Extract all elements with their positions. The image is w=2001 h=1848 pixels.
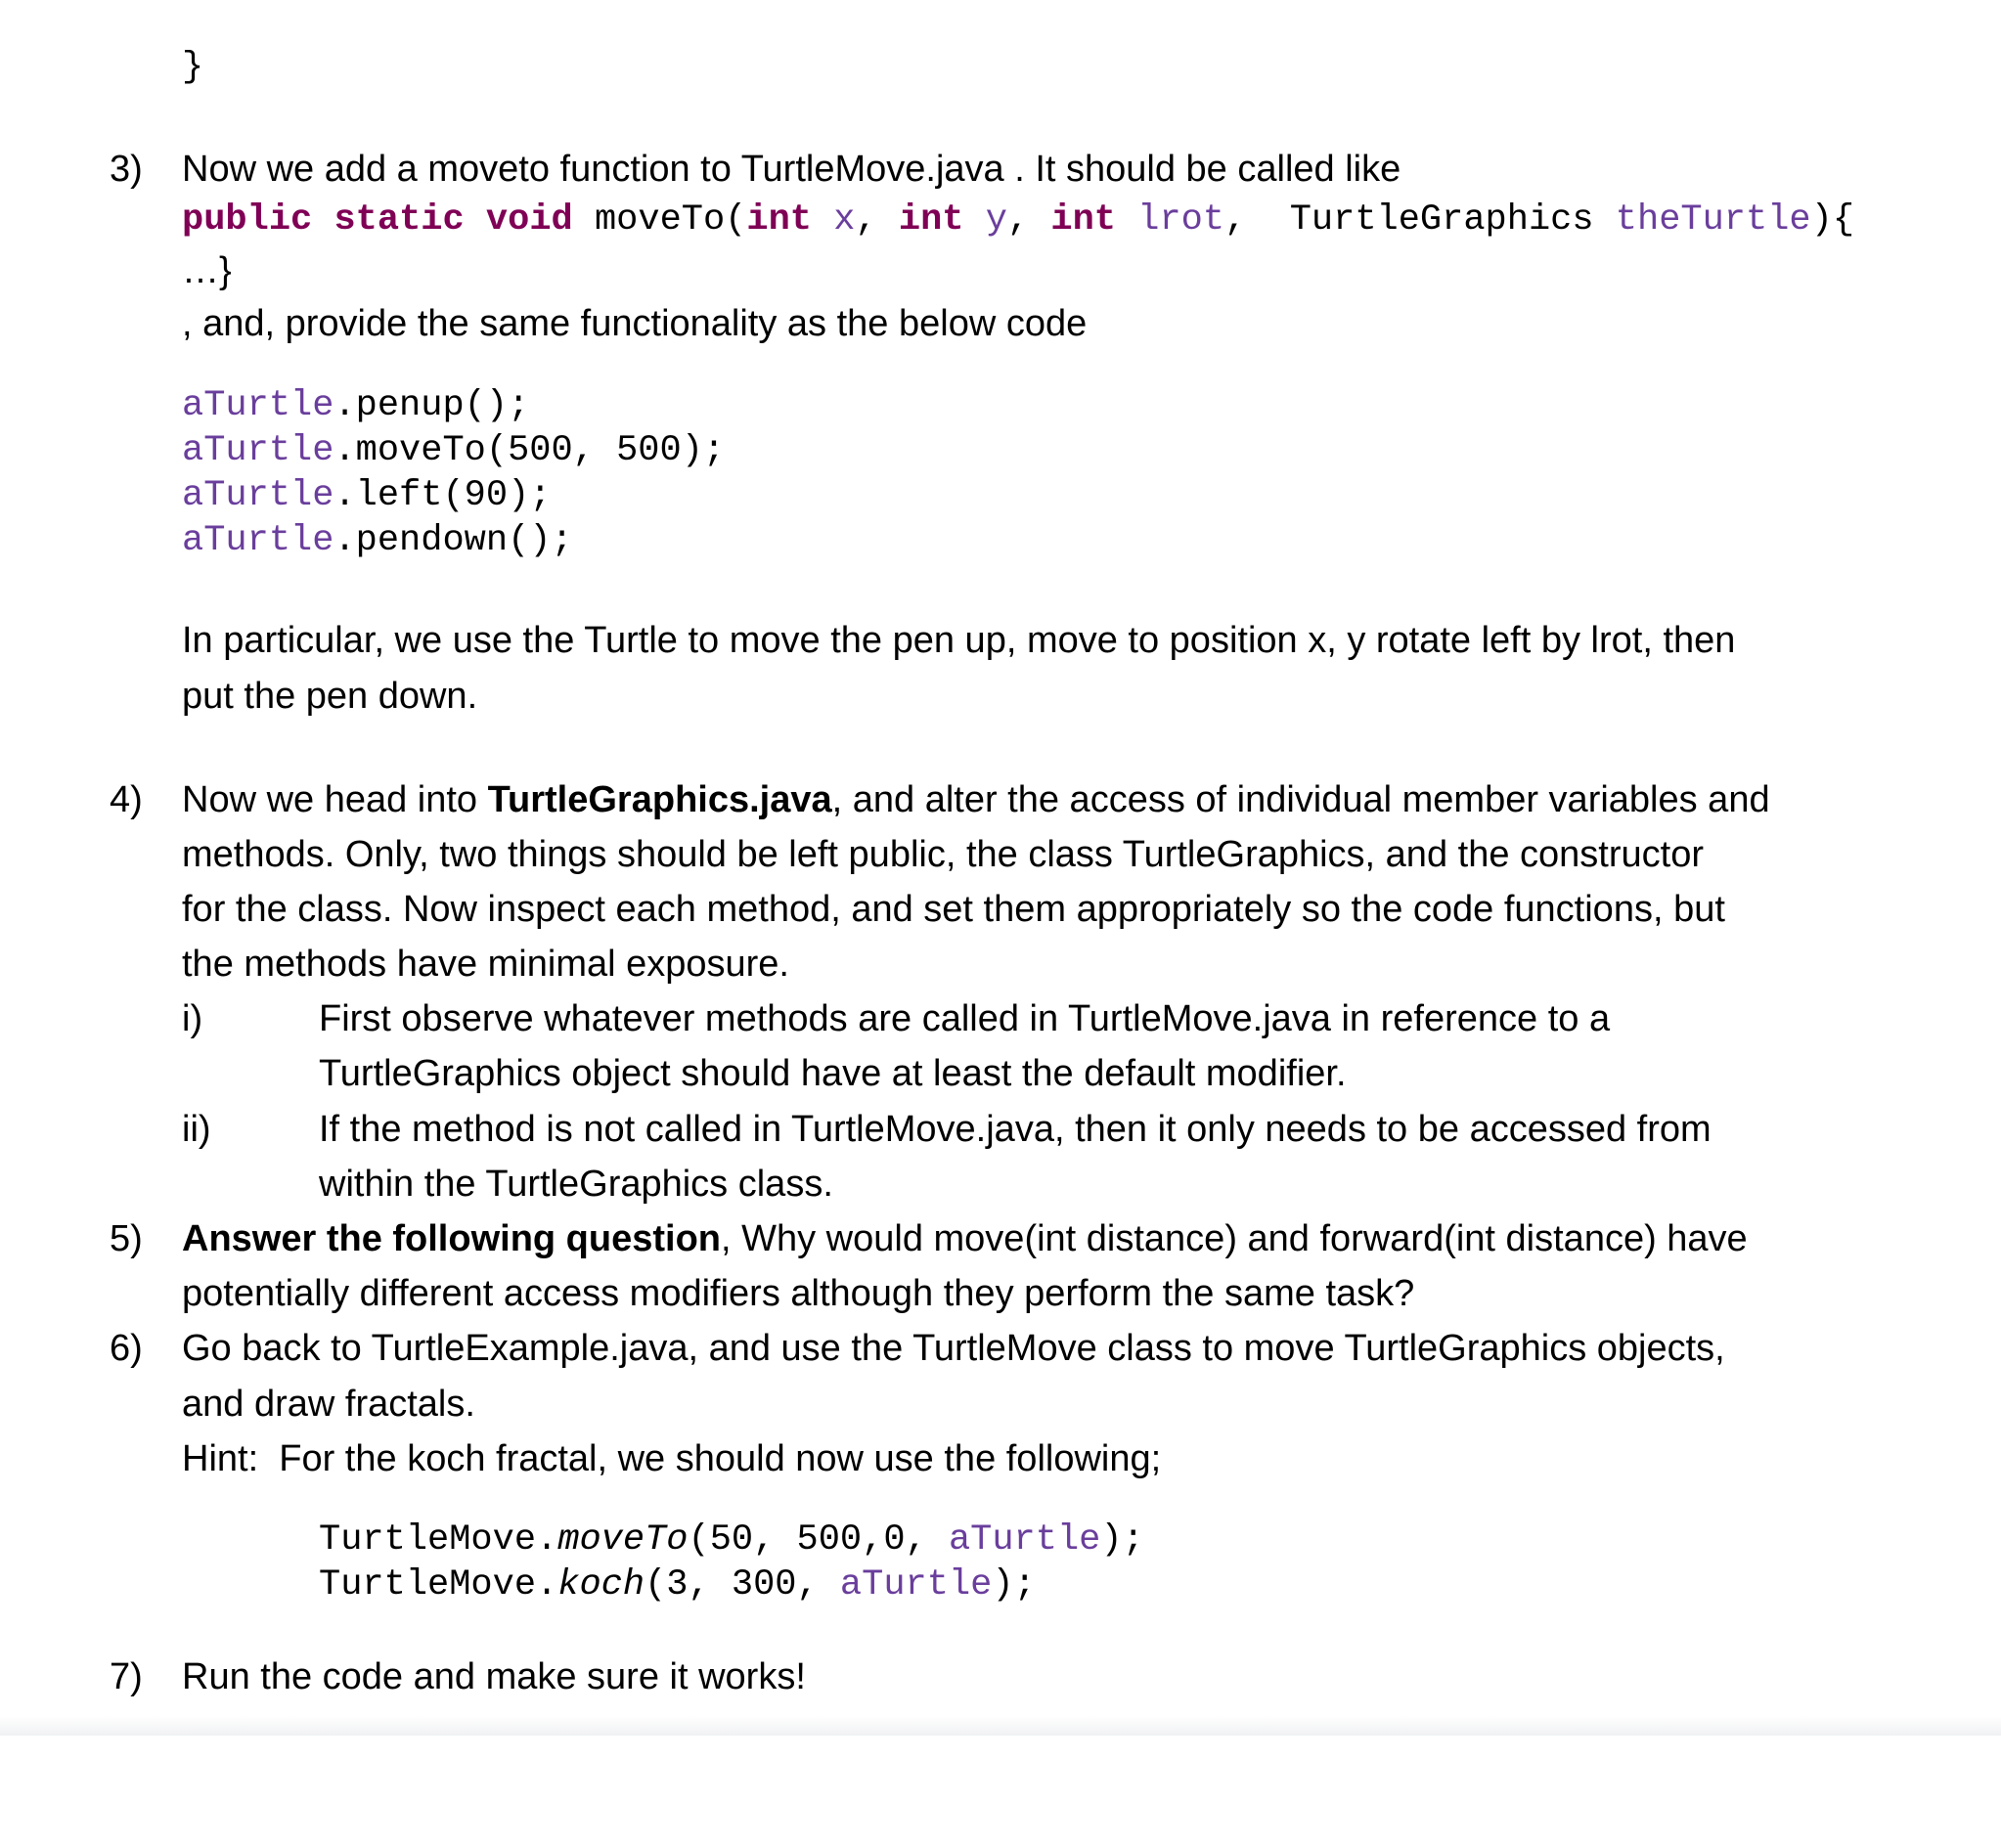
subitem-ii-line-1	[0, 1105, 1712, 1154]
code-method: koch	[557, 1564, 645, 1606]
ellipsis-line	[0, 246, 232, 295]
item-number: 3)	[110, 149, 143, 190]
code-line	[0, 516, 573, 565]
code-variable: aTurtle	[182, 430, 334, 471]
code-param: lrot	[1137, 199, 1225, 241]
item-6-line-2	[0, 1380, 475, 1429]
code-punct: );	[992, 1564, 1036, 1606]
code-punct: ){	[1810, 199, 1855, 241]
method-signature	[0, 196, 1855, 244]
subitem-i-line-1	[0, 994, 1611, 1043]
code-punct: ,	[1006, 199, 1030, 241]
code-call: .pendown();	[334, 520, 573, 561]
code-variable: aTurtle	[182, 385, 334, 426]
code-line	[0, 381, 530, 430]
code-keyword: int	[898, 199, 964, 241]
item-5-line-1	[0, 1214, 1748, 1263]
item-text: Run the code and make sure it works!	[182, 1656, 806, 1697]
code-variable: aTurtle	[182, 520, 334, 561]
item-3-line-3	[0, 299, 1088, 348]
paragraph-line	[0, 672, 478, 721]
item-text: Now we add a moveto function to TurtleMove.java . It should be called like	[182, 149, 1401, 190]
ellipsis-text: …}	[182, 250, 232, 291]
code-variable: aTurtle	[948, 1519, 1101, 1561]
paragraph-text: put the pen down.	[182, 676, 478, 717]
code-keyword: static	[334, 199, 465, 241]
code-line	[0, 1516, 1144, 1564]
paragraph-text: In particular, we use the Turtle to move the pen up, move to position x, y rotate left by lrot, then	[182, 620, 1736, 661]
code-call: .left(90);	[334, 475, 552, 516]
code-call: .moveTo(500, 500);	[334, 430, 726, 471]
code-keyword: int	[1050, 199, 1117, 241]
code-line	[0, 471, 552, 520]
code-line	[0, 426, 726, 475]
item-7-line-1	[0, 1652, 806, 1701]
item-text: the methods have minimal exposure.	[182, 944, 789, 985]
subitem-label: ii)	[182, 1109, 211, 1150]
code-punct: );	[1100, 1519, 1144, 1561]
code-param: theTurtle	[1615, 199, 1811, 241]
item-text: Go back to TurtleExample.java, and use the TurtleMove class to move TurtleGraphics objects,	[182, 1328, 1725, 1369]
hint-line	[0, 1434, 1162, 1483]
item-3-line-1	[0, 145, 1401, 194]
code-class: TurtleMove.	[319, 1564, 558, 1606]
code-call: .penup();	[334, 385, 530, 426]
code-args: (3, 300,	[645, 1564, 840, 1606]
subitem-text: within the TurtleGraphics class.	[319, 1164, 833, 1205]
item-4-line	[0, 830, 1704, 879]
subitem-text: First observe whatever methods are called in TurtleMove.java in reference to a	[319, 998, 1611, 1039]
code-method-name: moveTo(	[594, 199, 747, 241]
item-5-line-2	[0, 1269, 1415, 1318]
item-4-line-1	[0, 775, 1770, 824]
code-punct: ,	[1224, 199, 1247, 241]
subitem-text: TurtleGraphics object should have at least the default modifier.	[319, 1053, 1347, 1094]
item-text: Now we head into	[182, 779, 488, 820]
item-text: potentially different access modifiers although they perform the same task?	[182, 1273, 1415, 1314]
subitem-i-line-2	[0, 1049, 1347, 1098]
code-keyword: int	[746, 199, 813, 241]
subitem-text: If the method is not called in TurtleMove.java, then it only needs to be accessed from	[319, 1109, 1712, 1150]
code-line	[0, 1561, 1036, 1609]
item-text: , Why would move(int distance) and forward(int distance) have	[721, 1218, 1748, 1259]
code-keyword: void	[485, 199, 573, 241]
code-type: TurtleGraphics	[1289, 199, 1594, 241]
code-class: TurtleMove.	[319, 1519, 558, 1561]
item-number: 5)	[110, 1218, 143, 1259]
code-param: y	[985, 199, 1007, 241]
hint-text: Hint: For the koch fractal, we should now use the following;	[182, 1438, 1162, 1479]
paragraph-line	[0, 616, 1736, 665]
item-4-line	[0, 940, 789, 989]
closing-brace: }	[182, 47, 204, 88]
page-bottom-edge	[0, 1716, 2001, 1736]
item-number: 7)	[110, 1656, 143, 1697]
item-number: 4)	[110, 779, 143, 820]
code-param: x	[833, 199, 856, 241]
subitem-label: i)	[182, 998, 203, 1039]
item-text: methods. Only, two things should be left public, the class TurtleGraphics, and the constructor	[182, 834, 1704, 875]
subitem-ii-line-2	[0, 1160, 833, 1209]
item-text: for the class. Now inspect each method, and set them appropriately so the code functions, but	[182, 889, 1725, 930]
item-text: , and alter the access of individual member variables and	[831, 779, 1770, 820]
code-method: moveTo	[557, 1519, 689, 1561]
code-keyword: public	[182, 199, 313, 241]
item-number: 6)	[110, 1328, 143, 1369]
code-variable: aTurtle	[839, 1564, 993, 1606]
code-variable: aTurtle	[182, 475, 334, 516]
item-bold-text: Answer the following question	[182, 1218, 721, 1259]
item-text: , and, provide the same functionality as the below code	[182, 303, 1088, 344]
item-6-line-1	[0, 1324, 1725, 1373]
closing-brace-line	[0, 43, 204, 92]
code-punct: ,	[855, 199, 877, 241]
item-bold-text: TurtleGraphics.java	[487, 779, 832, 820]
item-text: and draw fractals.	[182, 1384, 475, 1425]
item-4-line	[0, 885, 1725, 934]
code-args: (50, 500,0,	[688, 1519, 949, 1561]
